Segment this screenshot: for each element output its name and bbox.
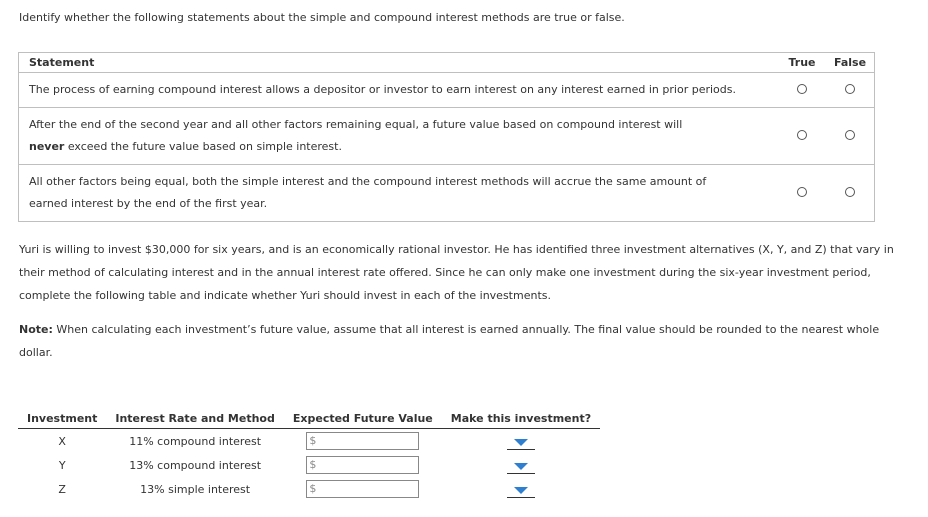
statement-text [19, 108, 779, 165]
table-header [18, 408, 600, 429]
rate-label: 13% compound interest [129, 458, 262, 472]
investment-table [18, 408, 600, 501]
investment-row-z [18, 477, 600, 501]
currency-symbol: $ [309, 458, 317, 471]
currency-symbol: $ [309, 434, 317, 447]
dropdown-arrow-icon [514, 463, 528, 470]
statement-row-2 [19, 108, 875, 165]
future-value-input-z[interactable] [317, 481, 416, 495]
statement-header: Statement [19, 53, 779, 73]
dropdown-arrow-icon [514, 439, 528, 446]
statement-2-false-radio[interactable] [845, 130, 855, 140]
investment-label: X [58, 434, 66, 448]
investment-row-x [18, 429, 600, 454]
note-paragraph [19, 318, 899, 364]
statement-2-true-radio[interactable] [797, 130, 807, 140]
future-value-field [306, 456, 419, 474]
future-value-header: Expected Future Value [284, 408, 442, 429]
future-value-input-x[interactable] [317, 433, 416, 447]
statement-3-true-radio[interactable] [797, 187, 807, 197]
future-value-input-y[interactable] [317, 457, 416, 471]
note-label: Note: [19, 323, 53, 336]
statement-emphasis: never [29, 140, 65, 153]
statement-1-true-radio[interactable] [797, 84, 807, 94]
statement-line: exceed the future value based on simple interest. [64, 140, 342, 153]
statement-row-3 [19, 165, 875, 222]
currency-symbol: $ [309, 482, 317, 495]
future-value-field [306, 480, 419, 498]
table-header [19, 53, 875, 73]
decision-dropdown-y[interactable] [507, 457, 535, 474]
rate-label: 13% simple interest [140, 482, 251, 496]
note-text: When calculating each investment’s future value, assume that all interest is earned annually. The final value should be rounded to the nearest whole dollar. [19, 323, 880, 359]
scenario-paragraph: Yuri is willing to invest $30,000 for six years, and is an economically rational investor. He has identified three investment alternatives (X, Y, and Z) that vary in their method of calculating interest and in the annual interest rate offered. Since he can only make one investment during the six-year investment period, complete the following table and indicate whether Yuri should invest in each of the investments. [19, 243, 894, 302]
investment-label: Z [58, 482, 66, 496]
investment-row-y [18, 453, 600, 477]
dropdown-arrow-icon [514, 487, 528, 494]
investment-label: Y [58, 458, 66, 472]
false-header: False [826, 53, 875, 73]
statement-text [19, 165, 779, 222]
statement-line: The process of earning compound interest allows a depositor or investor to earn interest on any interest earned in prior periods. [29, 83, 736, 96]
statement-1-false-radio[interactable] [845, 84, 855, 94]
statement-3-false-radio[interactable] [845, 187, 855, 197]
instructions-text: Identify whether the following statements about the simple and compound interest methods are true or false. [19, 11, 625, 24]
statement-line: earned interest by the end of the first year. [29, 197, 268, 210]
statement-row-1 [19, 73, 875, 108]
statement-line: After the end of the second year and all other factors remaining equal, a future value based on compound interest will [29, 118, 683, 131]
statement-line: All other factors being equal, both the simple interest and the compound interest methods will accrue the same amount of [29, 175, 707, 188]
decision-dropdown-z[interactable] [507, 481, 535, 498]
true-header: True [778, 53, 826, 73]
statement-text [19, 73, 779, 108]
rate-header: Interest Rate and Method [106, 408, 284, 429]
true-false-table [18, 52, 875, 222]
investment-header: Investment [18, 408, 106, 429]
decision-header: Make this investment? [442, 408, 600, 429]
decision-dropdown-x[interactable] [507, 433, 535, 450]
rate-label: 11% compound interest [129, 434, 262, 448]
future-value-field [306, 432, 419, 450]
